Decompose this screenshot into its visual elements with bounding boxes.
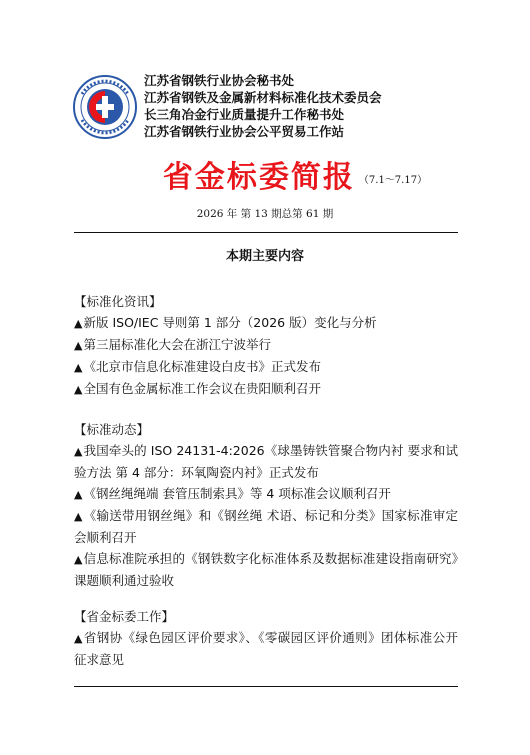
list-item [74,548,458,591]
triangle-bullet-icon: ▲ [74,553,83,566]
bulletin-title: 省金标委简报 [162,160,355,195]
section-label: 【标准化资讯】 [74,294,162,309]
triangle-bullet-icon: ▲ [74,510,83,523]
org-name: 江苏省钢铁行业协会公平贸易工作站 [144,124,345,139]
section-committee-work [74,607,458,670]
divider-bottom [74,686,458,687]
list-item [74,627,458,670]
item-text: 《输送带用钢丝绳》和《钢丝绳 术语、标记和分类》国家标准审定会顺利召开 [74,508,458,545]
org-name: 江苏省钢铁行业协会秘书处 [144,73,295,88]
triangle-bullet-icon: ▲ [74,317,83,330]
list-item [74,312,458,334]
list-item [74,505,458,548]
section-label: 【省金标委工作】 [74,609,175,624]
toc-heading: 本期主要内容 [225,249,304,264]
organization-list [144,72,474,140]
divider-top [74,232,458,233]
title-row [0,152,530,196]
association-emblem-icon [72,74,138,140]
list-item [74,483,458,505]
section-standardization-news [74,292,458,400]
item-text: 第三届标准化大会在浙江宁波举行 [83,337,271,352]
triangle-bullet-icon: ▲ [74,339,83,352]
section-label: 【标准动态】 [74,422,150,437]
item-text: 《钢丝绳绳端 套管压制索具》等 4 项标准会议顺利召开 [83,486,391,501]
triangle-bullet-icon: ▲ [74,361,83,374]
triangle-bullet-icon: ▲ [74,445,83,458]
date-range: （7.1～7.17） [358,175,428,186]
list-item [74,378,458,400]
triangle-bullet-icon: ▲ [74,632,83,645]
item-text: 全国有色金属标准工作会议在贵阳顺利召开 [83,381,321,396]
issue-number: 2026 年 第 13 期总第 61 期 [196,208,334,220]
list-item [74,356,458,378]
item-text: 我国牵头的 ISO 24131-4:2026《球墨铸铁管聚合物内衬 要求和试验方法 第 4 部分：环氧陶瓷内衬》正式发布 [74,443,458,480]
item-text: 《北京市信息化标准建设白皮书》正式发布 [83,359,321,374]
item-text: 省钢协《绿色园区评价要求》、《零碳园区评价通则》团体标准公开征求意见 [74,630,458,667]
list-item [74,440,458,483]
org-name: 江苏省钢铁及金属新材料标准化技术委员会 [144,90,382,105]
org-name: 长三角冶金行业质量提升工作秘书处 [144,107,345,122]
item-text: 新版 ISO/IEC 导则第 1 部分（2026 版）变化与分析 [83,315,377,330]
triangle-bullet-icon: ▲ [74,383,83,396]
triangle-bullet-icon: ▲ [74,488,83,501]
section-standard-updates [74,420,458,591]
list-item [74,334,458,356]
item-text: 信息标准院承担的《钢铁数字化标准体系及数据标准建设指南研究》课题顺利通过验收 [74,551,458,588]
